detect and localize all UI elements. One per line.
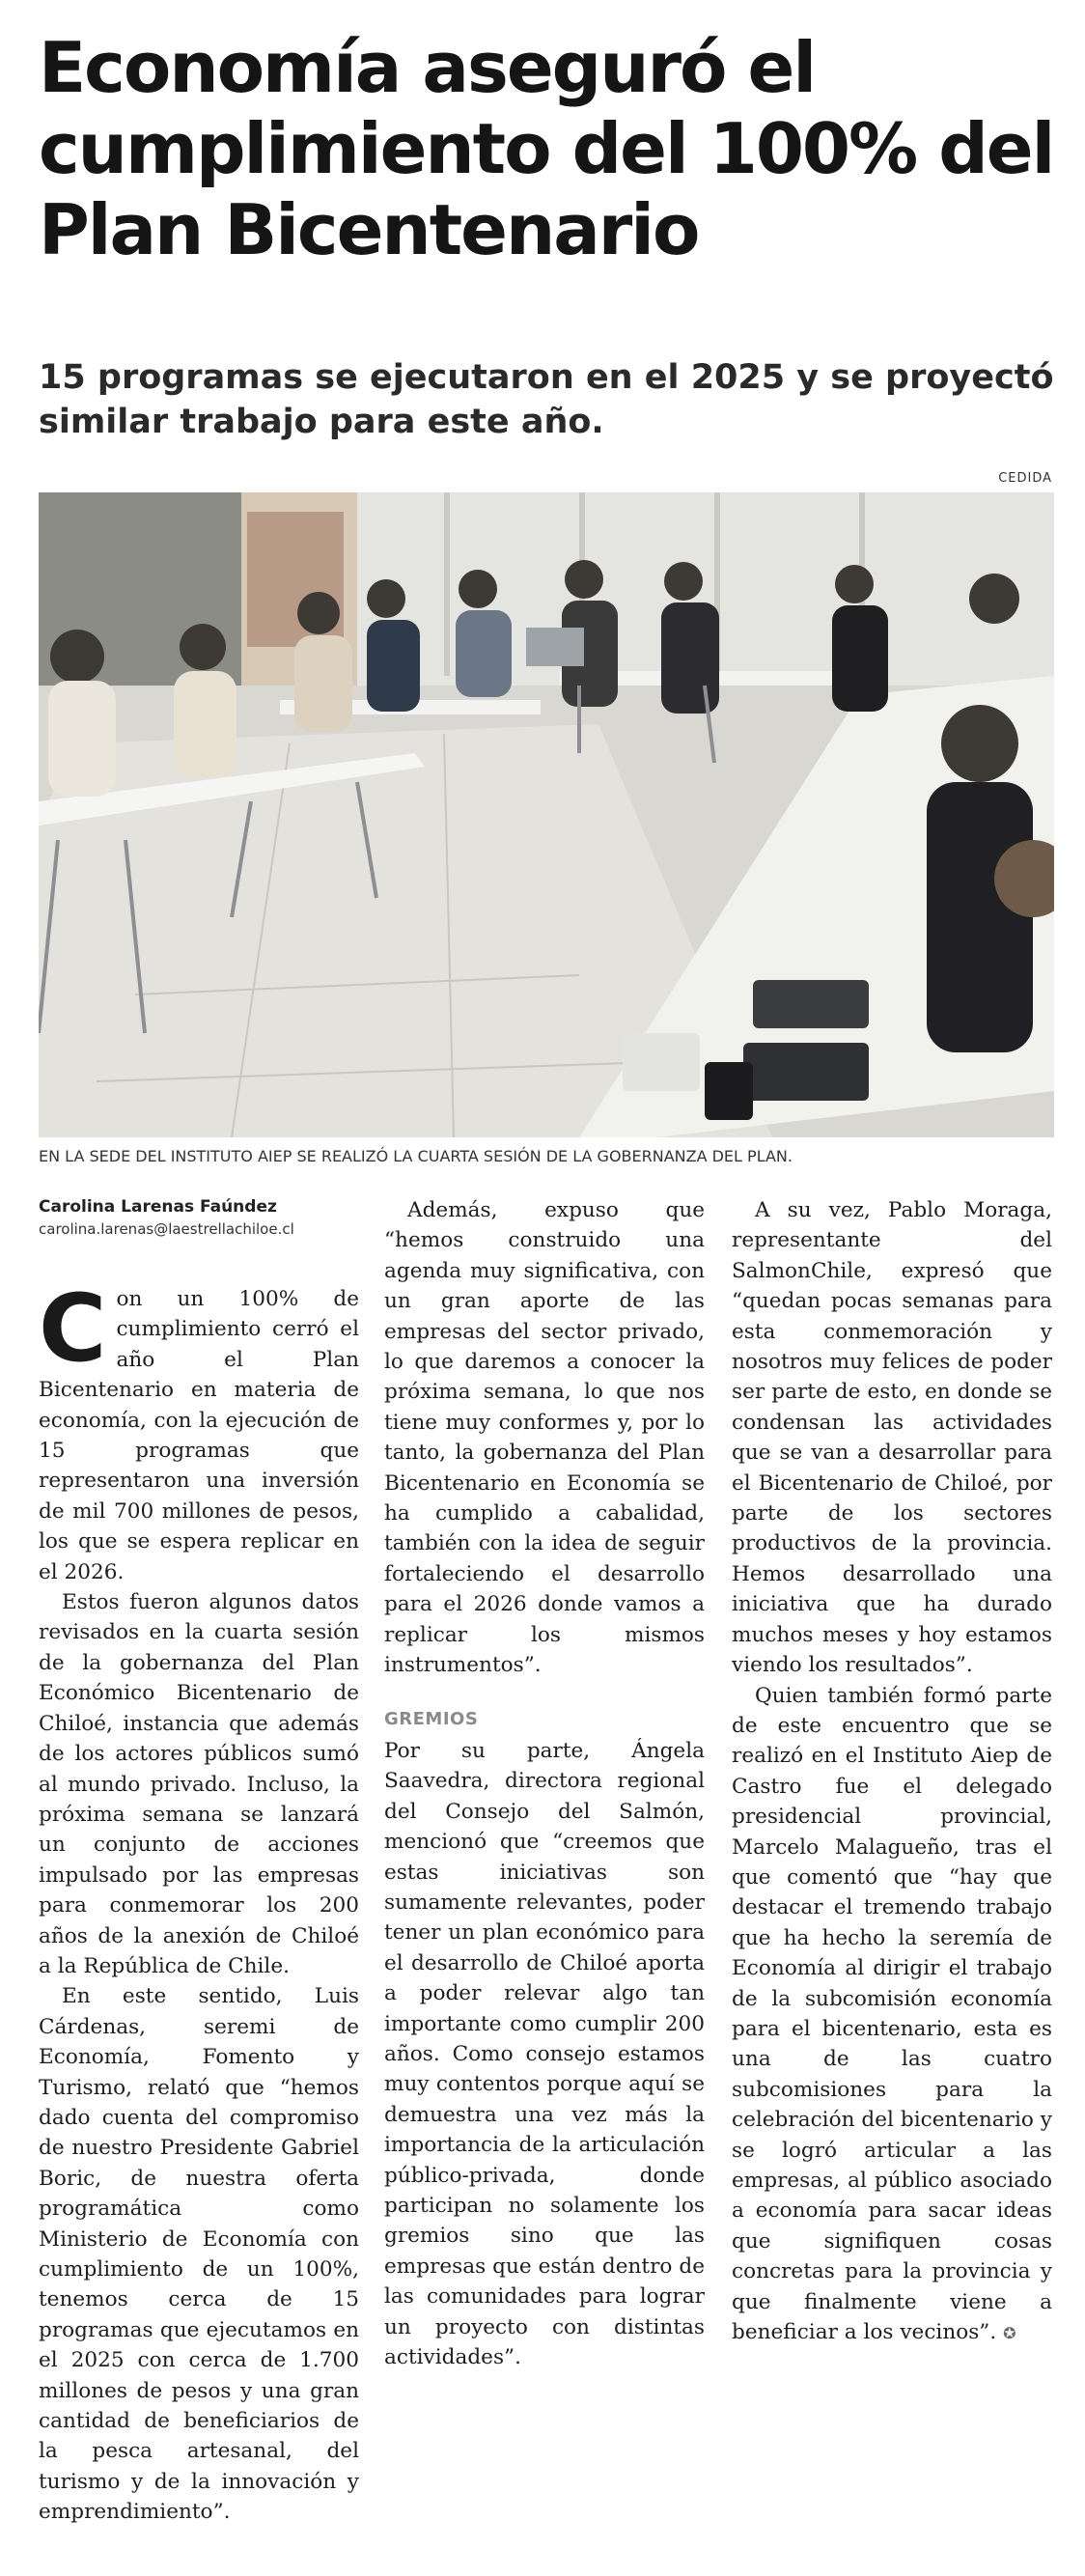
end-mark-icon: ✪	[1003, 2324, 1016, 2343]
article-column-3	[732, 1195, 1052, 2348]
section-heading-gremios: GREMIOS	[384, 1708, 479, 1729]
subheadline: 15 programas se ejecutaron en el 2025 y se proyectó similar trabajo para este año.	[39, 358, 1054, 441]
paragraph-7	[732, 1681, 1052, 2349]
meeting-photo	[39, 492, 1054, 1137]
article-column-2	[384, 1195, 705, 2372]
paragraph-1	[39, 1274, 359, 1587]
paragraph-3: En este sentido, Luis Cárdenas, seremi de Economía, Fomento y Turismo, relató que “hemos dado cuenta del compromiso de nuestro Presidente Gabriel Boric, de nuestra oferta programática como Ministerio de Economía con cumplimiento de un 100%, tenemos cerca de 15 programas que ejecutamos en el 2025 con cerca de 1.700 millones de pesos y una gran cantidad de beneficiarios de la pesca artesanal, del turismo y de la innovación y emprendimiento”.	[39, 1984, 359, 2525]
byline-author: Carolina Larenas Faúndez	[39, 1197, 277, 1217]
byline-email[interactable]: carolina.larenas@laestrellachiloe.cl	[39, 1220, 294, 1238]
paragraph-7-text: Quien también formó parte de este encuentro que se realizó en el Instituto Aiep de Castro fue el delegado presidencial provincial, Marcelo Malagueño, tras el que comentó que “hay que destacar el tremendo trabajo que ha hecho la seremía de Economía al dirigir el trabajo de la subcomisión economía para el bicentenario, esta es una de las cuatro subcomisiones para la celebración del bicentenario y se logró articular a las empresas, al público asociado a economía para sacar ideas que signifiquen cosas concretas para la provincia y que finalmente viene a beneficiar a los vecinos”.	[732, 1683, 1052, 2345]
photo-credit: CEDIDA	[998, 471, 1052, 486]
paragraph-6: A su vez, Pablo Moraga, representante del SalmonChile, expresó que “quedan pocas semanas para esta conmemoración y nosotros muy felices de poder ser parte de esto, en donde se condensan las actividades que se van a desarrollar para el Bicentenario de Chiloé, por parte de los sectores productivos de la provincia. Hemos desarrollado una iniciativa que ha durado muchos meses y hoy estamos viendo los resultados”.	[732, 1198, 1052, 1678]
headline: Economía aseguró el cumplimiento del 100% del Plan Bicentenario	[39, 27, 1054, 270]
paragraph-1-text: on un 100% de cumplimiento cerró el año el Plan Bicentenario en materia de economía, con la ejecución de 15 programas que representaron una inversión de mil 700 millones de pesos, los que se espera replicar en el 2026.	[39, 1287, 359, 1584]
article-column-1	[39, 1274, 359, 2528]
paragraph-4: Además, expuso que “hemos construido una agenda muy significativa, con un gran aporte de las empresas del sector privado, lo que daremos a conocer la próxima semana, lo que nos tiene muy conformes y, por lo tanto, la gobernanza del Plan Bicentenario en Economía se ha cumplido a cabalidad, también con la idea de seguir fortaleciendo el desarrollo para el 2026 donde vamos a replicar los mismos instrumentos”.	[384, 1198, 705, 1678]
meeting-photo-illustration	[39, 492, 1054, 1137]
drop-cap: C	[39, 1274, 107, 1383]
paragraph-2: Estos fueron algunos datos revisados en la cuarta sesión de la gobernanza del Plan Económico Bicentenario de Chiloé, instancia que además de los actores públicos sumó al mundo privado. Incluso, la próxima semana se lanzará un conjunto de acciones impulsado por las empresas para conmemorar los 200 años de la anexión de Chiloé a la República de Chile.	[39, 1590, 359, 1978]
paragraph-5: Por su parte, Ángela Saavedra, directora regional del Consejo del Salmón, mencionó que “creemos que estas iniciativas son sumamente relevantes, poder tener un plan económico para el desarrollo de Chiloé aporta a poder relevar algo tan importante como cumplir 200 años. Como consejo estamos muy contentos porque aquí se demuestra una vez más la importancia de la articulación público-privada, donde participan no solamente los gremios sino que las empresas que están dentro de las comunidades para lograr un proyecto con distintas actividades”.	[384, 1738, 705, 2370]
photo-caption: EN LA SEDE DEL INSTITUTO AIEP SE REALIZÓ LA CUARTA SESIÓN DE LA GOBERNANZA DEL PLAN.	[39, 1147, 793, 1165]
